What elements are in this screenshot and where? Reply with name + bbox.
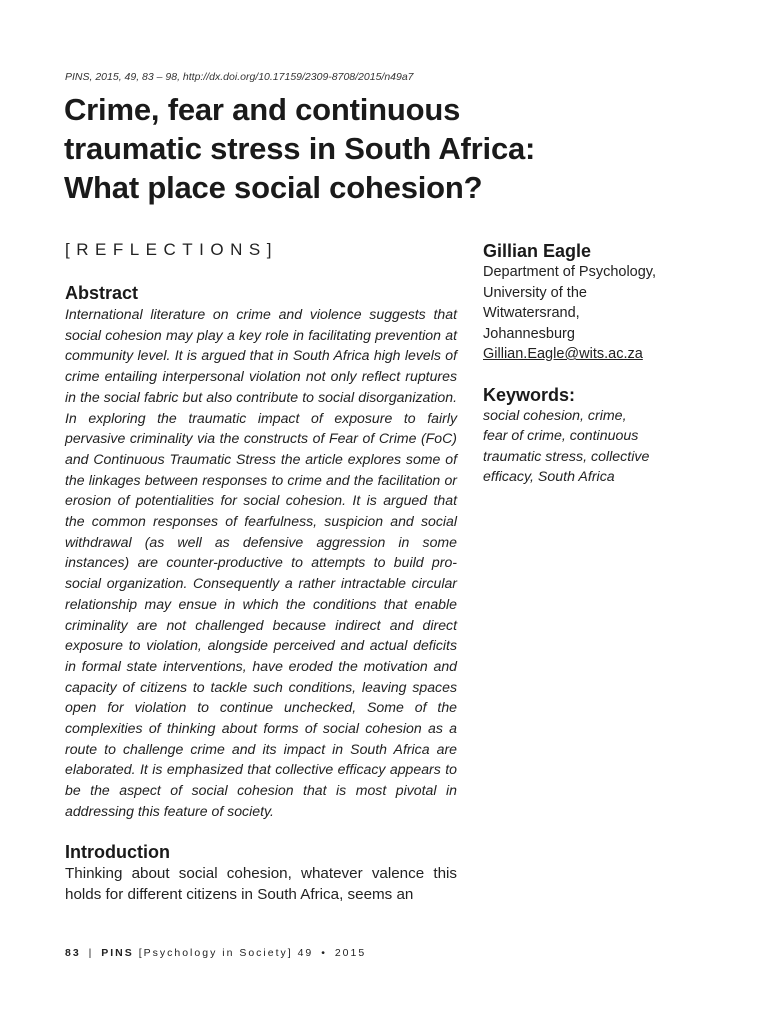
section-tag: [REFLECTIONS]: [65, 240, 278, 259]
footer-bullet: •: [321, 947, 327, 959]
page-footer: [65, 947, 366, 959]
abstract-heading: Abstract: [65, 283, 139, 303]
author-name: Gillian Eagle: [483, 241, 592, 261]
affiliation-line: University of the: [483, 284, 587, 301]
journal-abbrev: PINS: [101, 947, 134, 959]
affiliation-line: Johannesburg: [483, 325, 575, 342]
keywords-line: fear of crime, continuous: [483, 428, 639, 444]
affiliation-line: Witwatersrand,: [483, 305, 580, 321]
affiliation-line: Department of Psychology,: [483, 264, 657, 280]
article-title: [64, 90, 704, 207]
title-line: Crime, fear and continuous: [64, 92, 461, 127]
author-affiliation: [483, 262, 703, 365]
sidebar-column: [483, 240, 703, 488]
page-number: 83: [65, 947, 81, 959]
keywords-line: traumatic stress, collective: [483, 448, 650, 465]
citation-line: PINS, 2015, 49, 83 – 98, http://dx.doi.org/10.17159/2309-8708/2015/n49a7: [65, 71, 414, 83]
introduction-heading: Introduction: [65, 841, 170, 862]
title-line: What place social cohesion?: [64, 170, 483, 205]
keywords-line: social cohesion, crime,: [483, 407, 627, 424]
keywords-heading: Keywords:: [483, 384, 576, 405]
abstract-text: International literature on crime and violence suggests that social cohesion may play a key role in facilitating prevention at community level. It is argued that in South Africa high levels of crime entailing interpersonal violation not only reflect ruptures in the social fabric but also contribute to social disorganization. In exploring the traumatic impact of exposure to fairly pervasive criminality via the constructs of Fear of Crime (FoC) and Continuous Traumatic Stress the article explores some of the linkages between responses to crime and the facilitation or erosion of potentialities for social cohesion. It is argued that the common responses of fearfulness, suspicion and social withdrawal (as well as defensive aggression in some instances) are counter-productive to attempts to build pro-social organization. Consequently a rather intractable circular relationship may ensue in which the conditions that enable criminality are not challenged because indirect and direct exposure to violation, alongside perceived and actual deficits in formal state interventions, have eroded the motivation and capacity of citizens to tackle such conditions, leaving spaces open for violation to continue unchecked, Some of the complexities of thinking about forms of social cohesion as a route to challenge crime and its impact in South Africa are elaborated. It is emphasized that collective efficacy appears to be the aspect of social cohesion that is most pivotal in addressing this feature of society.: [65, 306, 457, 819]
issue-number: 49: [297, 947, 314, 959]
footer-divider: |: [88, 947, 94, 959]
keywords-list: [483, 406, 703, 488]
introduction-text: Thinking about social cohesion, whatever valence this holds for different citizens in South Africa, seems an: [65, 864, 457, 903]
publication-year: 2015: [334, 947, 367, 959]
main-column: [65, 282, 457, 905]
author-email-link[interactable]: Gillian.Eagle@wits.ac.za: [483, 346, 643, 362]
title-line: traumatic stress in South Africa:: [64, 131, 536, 166]
keywords-line: efficacy, South Africa: [483, 469, 615, 485]
journal-name: [Psychology in Society]: [138, 947, 293, 959]
